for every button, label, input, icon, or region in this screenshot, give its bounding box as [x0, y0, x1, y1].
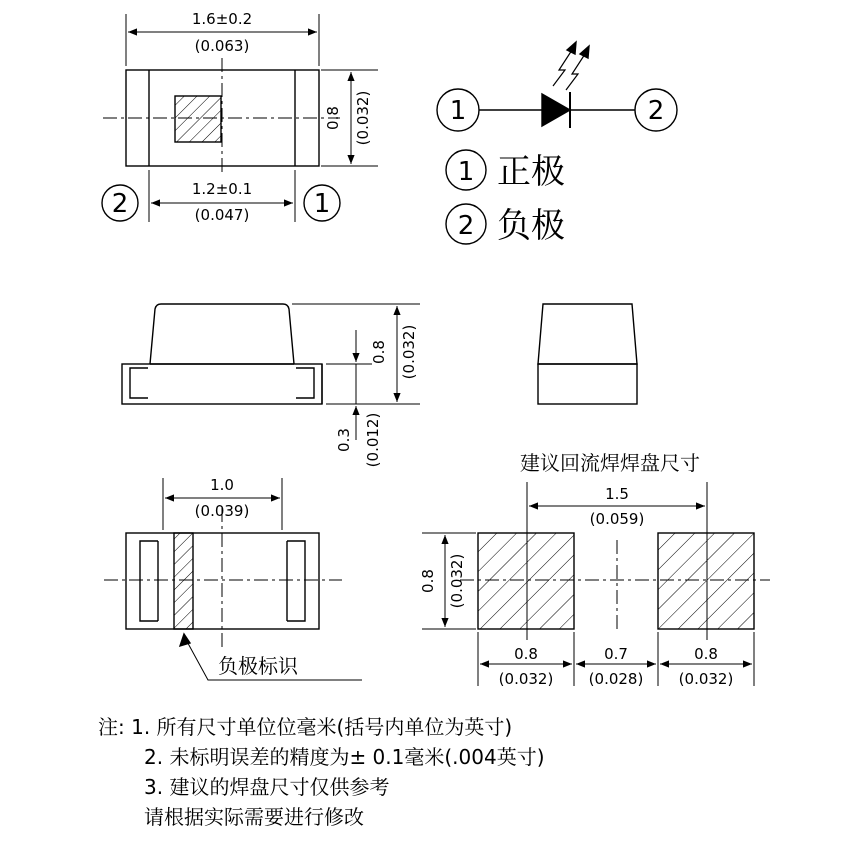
legend-1-number: 1 [457, 157, 475, 187]
width-dim-inch: (0.032) [354, 90, 372, 146]
lens-dome [150, 304, 294, 364]
side-base [122, 364, 322, 404]
note-line-2: 2. 未标明误差的精度为± 0.1毫米(.004英寸) [144, 745, 545, 769]
schematic-text [450, 96, 665, 246]
note-line-3: 3. 建议的焊盘尺寸仅供参考 [144, 775, 390, 799]
end-view-base [538, 364, 637, 404]
note-line-4: 请根据实际需要进行修改 [144, 805, 364, 829]
legend-2-text: 负极 [497, 206, 565, 246]
top-view-text [112, 10, 372, 224]
footprint-height-inch: (0.032) [448, 553, 466, 609]
length-dim-inch: (0.063) [194, 37, 250, 55]
height-dim-label: 0.8 [370, 340, 388, 364]
mark-dim-inch: (0.039) [194, 502, 250, 520]
gap-dim-inch: (0.028) [588, 670, 644, 688]
pitch-dim-label: 1.5 [605, 485, 629, 503]
pitch-dim-inch: (0.059) [589, 510, 645, 528]
die-hatch [175, 96, 221, 142]
note-1-text: 1. 所有尺寸单位位毫米(括号内单位为英寸) [131, 715, 513, 739]
pin-2-number-top: 2 [111, 189, 129, 219]
length-dim-label: 1.6±0.2 [191, 10, 253, 28]
notes-prefix: 注: [98, 715, 132, 739]
anode-pin-number: 1 [449, 96, 467, 126]
mark-dim-label: 1.0 [210, 476, 234, 494]
diode-triangle-icon [542, 94, 570, 126]
pad-right [658, 533, 754, 629]
base-dim-inch: (0.012) [364, 412, 382, 468]
footprint-title: 建议回流焊焊盘尺寸 [520, 451, 700, 475]
legend-2-number: 2 [457, 211, 475, 241]
legend-1-text: 正极 [497, 152, 565, 192]
gap-dim-label: 0.7 [604, 645, 628, 663]
light-arrow-icon [567, 42, 576, 54]
note-line-1 [98, 712, 545, 742]
height-dim-inch: (0.032) [400, 324, 418, 380]
pad-right-dim-inch: (0.032) [678, 670, 734, 688]
cathode-mark-label: 负极标识 [218, 654, 298, 678]
light-arrow-icon [580, 46, 589, 58]
bottom-view-text [195, 476, 299, 678]
pad-left-dim-inch: (0.032) [498, 670, 554, 688]
end-view-lens [538, 304, 637, 364]
pad-dim-inch: (0.047) [194, 206, 250, 224]
cathode-mark [174, 533, 193, 629]
pad-left-dim-label: 0.8 [514, 645, 538, 663]
pad-right-dim-label: 0.8 [694, 645, 718, 663]
pin-1-number-top: 1 [313, 189, 331, 219]
cathode-pin-number: 2 [647, 96, 665, 126]
pad-dim-label: 1.2±0.1 [191, 180, 253, 198]
notes-block [98, 712, 545, 832]
base-dim-label: 0.3 [335, 428, 353, 452]
side-view-text [335, 325, 418, 468]
pad-left [478, 533, 574, 629]
footprint-height-label: 0.8 [419, 569, 437, 593]
width-dim-label: 0.8 [324, 106, 342, 130]
